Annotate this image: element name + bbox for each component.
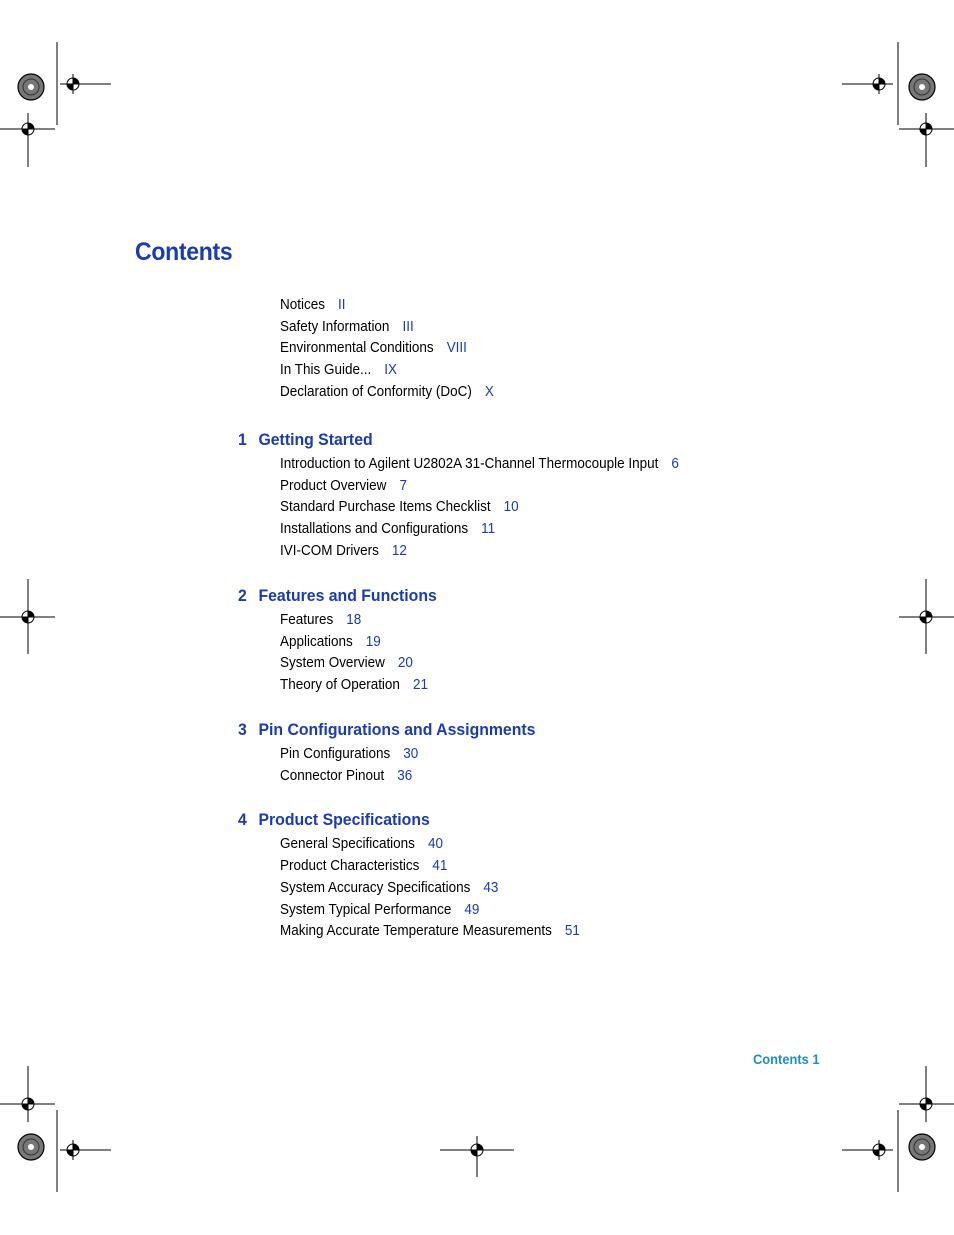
toc-page-link[interactable]: 40 [427,836,443,852]
toc-page-link[interactable]: 18 [346,612,362,628]
toc-page-link[interactable]: 11 [481,521,496,537]
toc-page-link[interactable]: 41 [432,858,448,874]
toc-entry-label: IVI-COM Drivers [280,543,379,559]
toc-entry-label: General Specifications [280,836,415,852]
toc-entry-label: Features [280,612,334,628]
toc-entry-label: Product Overview [280,478,387,494]
chapter-number: 4 [238,810,247,829]
toc-entry-label: Notices [280,297,325,313]
toc-page-link[interactable]: II [337,297,346,313]
toc-entry-label: In This Guide... [280,362,372,378]
toc-entry-label: System Overview [280,655,385,671]
toc-page-link[interactable]: X [484,384,494,400]
toc-entry-label: Standard Purchase Items Checklist [280,499,491,515]
toc-entry-label: Applications [280,634,353,650]
chapter-title: Getting Started [258,430,373,449]
toc-entry-label: Safety Information [280,319,390,335]
chapter-title: Features and Functions [258,586,437,605]
toc-page-link[interactable]: 43 [483,880,499,896]
toc-entry-label: Theory of Operation [280,677,400,693]
chapter-number: 2 [238,586,247,605]
chapter-number: 3 [238,720,247,739]
toc-entry-label: Declaration of Conformity (DoC) [280,384,472,400]
toc-page-link[interactable]: 21 [412,677,428,693]
toc-page-link[interactable]: 30 [403,746,419,762]
toc-page-link[interactable]: 19 [365,634,381,650]
chapter-title: Pin Configurations and Assignments [258,720,536,739]
chapter-number: 1 [238,430,247,449]
toc-entry-label: Connector Pinout [280,768,385,784]
toc-entry-label: Making Accurate Temperature Measurements [280,923,552,939]
toc-entry-label: System Accuracy Specifications [280,880,471,896]
toc-page-link[interactable]: III [402,319,414,335]
toc-entry-label: Environmental Conditions [280,340,434,356]
chapter-title: Product Specifications [258,810,430,829]
toc-entry-label: Introduction to Agilent U2802A 31-Channel Thermocouple Input [280,456,659,472]
toc-page-link[interactable]: 51 [564,923,580,939]
toc-page-link[interactable]: 36 [397,768,413,784]
toc-page-link[interactable]: 12 [391,543,407,559]
page-footer: Contents 1 [753,1051,820,1067]
toc-page-link[interactable]: 6 [671,456,679,472]
toc-page-link[interactable]: 10 [503,499,519,515]
toc-entry-label: Pin Configurations [280,746,391,762]
toc-entry-label: System Typical Performance [280,902,452,918]
toc-page-link[interactable]: VIII [446,340,467,356]
toc-page-link[interactable]: 49 [464,902,480,918]
toc-page-link[interactable]: 20 [397,655,413,671]
page-title: Contents [135,238,233,266]
toc-entry-label: Product Characteristics [280,858,420,874]
toc-page-link[interactable]: IX [384,362,397,378]
toc-page-link[interactable]: 7 [399,478,407,494]
toc-entry-label: Installations and Configurations [280,521,469,537]
